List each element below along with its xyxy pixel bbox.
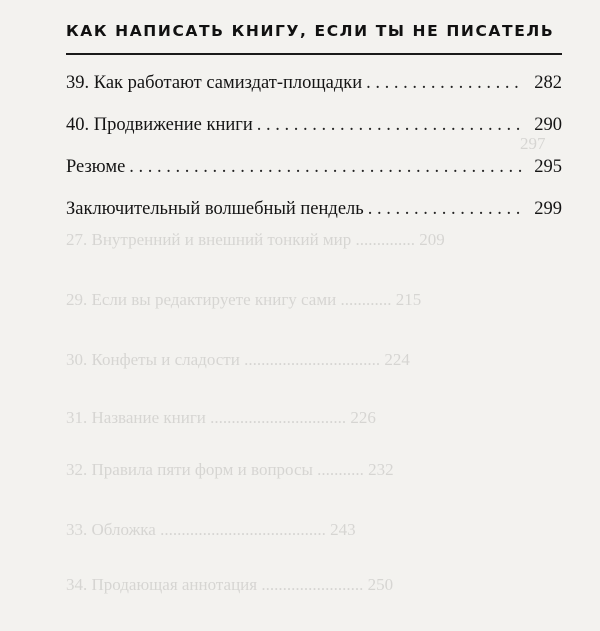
toc-entry-title: 40. Продвижение книги — [66, 115, 253, 135]
toc-entry-title: Резюме — [66, 157, 126, 177]
toc-entry-page: 299 — [534, 199, 562, 219]
table-of-contents — [66, 62, 562, 230]
toc-entry[interactable] — [66, 146, 562, 188]
toc-entry-title: Заключительный волшебный пендель — [66, 199, 364, 219]
toc-leader-dots — [129, 146, 524, 188]
header-rule — [66, 53, 562, 55]
toc-entry[interactable] — [66, 188, 562, 230]
toc-entry-page: 290 — [534, 115, 562, 135]
toc-entry[interactable] — [66, 104, 562, 146]
toc-entry-page: 295 — [534, 157, 562, 177]
running-head: КАК НАПИСАТЬ КНИГУ, ЕСЛИ ТЫ НЕ ПИСАТЕЛЬ — [66, 22, 555, 40]
toc-entry-title: 39. Как работают самиздат-площадки — [66, 73, 363, 93]
toc-entry[interactable] — [66, 62, 562, 104]
show-through-texture: 297 27. Внутренний и внешний тонкий мир .............. 209 29. Если вы редактируете книгу сами ............ 215 30. Конфеты и сладости ................................ 224 31. Название книги ................................ 226 32. Правила пяти форм и вопросы ........... 232 33. Обложка ....................................... 243 34. Продающая аннотация ........................ 250 — [66, 134, 546, 594]
toc-leader-dots — [368, 188, 524, 230]
toc-entry-page: 282 — [534, 73, 562, 93]
toc-leader-dots — [366, 62, 524, 104]
toc-leader-dots — [257, 104, 524, 146]
